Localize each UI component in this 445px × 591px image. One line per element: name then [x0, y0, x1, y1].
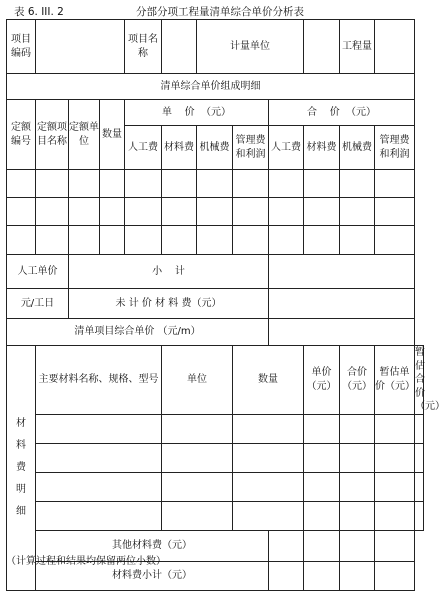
- table-number: 表 6. III. 2: [14, 6, 64, 18]
- col-amount: 数量: [100, 100, 125, 170]
- material-subtotal-est-total[interactable]: [375, 561, 415, 590]
- material-subtotal-total[interactable]: [304, 561, 340, 590]
- composite-unit-price-label: 清单项目综合单价 （元/m）: [7, 319, 269, 346]
- header-row: [7, 20, 424, 74]
- item-name-value[interactable]: [162, 20, 197, 74]
- unit-price-group-header: 单 价 （元）: [125, 100, 269, 126]
- unit-label: 计量单位: [197, 20, 304, 74]
- footnote: （计算过程和结果均保留两位小数）: [6, 556, 166, 567]
- col-material-unit: 单位: [162, 346, 233, 415]
- material-header-row: [7, 346, 424, 415]
- item-name-label: 项目名称: [125, 20, 162, 74]
- unit-value[interactable]: [304, 20, 340, 74]
- subtotal-label: 小 计: [69, 255, 269, 289]
- material-row[interactable]: [7, 472, 424, 501]
- material-subtotal-est-unit[interactable]: [340, 561, 375, 590]
- composite-price-row: [7, 319, 424, 346]
- labor-unit-price-label: 人工单价: [7, 255, 69, 289]
- section-title: 清单综合单价组成明细: [7, 74, 415, 100]
- col-unit-labor: 人工费: [125, 126, 162, 170]
- col-material-total-price: 合价（元）: [340, 346, 375, 415]
- per-workday-label: 元/工日: [7, 289, 69, 319]
- table-row[interactable]: [7, 226, 424, 255]
- other-material-value[interactable]: [269, 530, 304, 561]
- col-total-machine: 机械费: [340, 126, 375, 170]
- col-est-unit-price: 暂估单价（元）: [375, 346, 415, 415]
- section-title-row: [7, 74, 424, 100]
- unit-price-analysis-table: [6, 19, 445, 591]
- quantity-label: 工程量: [340, 20, 375, 74]
- col-total-material: 材料费: [304, 126, 340, 170]
- other-material-total[interactable]: [304, 530, 340, 561]
- subtotal-row: [7, 255, 424, 289]
- col-material-unit-price: 单价（元）: [304, 346, 340, 415]
- composite-unit-price-value[interactable]: [269, 319, 415, 346]
- material-row[interactable]: [7, 443, 424, 472]
- table-caption: [0, 2, 430, 18]
- material-row[interactable]: [7, 414, 424, 443]
- table-row[interactable]: [7, 198, 424, 226]
- col-unit-mgmt-profit: 管理费和利润: [233, 126, 269, 170]
- subtotal-value[interactable]: [269, 255, 415, 289]
- quantity-value[interactable]: [375, 20, 415, 74]
- item-code-value[interactable]: [36, 20, 125, 74]
- unpriced-material-value[interactable]: [269, 289, 415, 319]
- table-row[interactable]: [7, 170, 424, 198]
- other-material-est-total[interactable]: [375, 530, 415, 561]
- material-row[interactable]: [7, 501, 424, 530]
- col-est-total-price: 暂估合价（元）: [415, 347, 445, 412]
- material-detail-side-label: 材料费明细: [7, 346, 36, 591]
- col-total-labor: 人工费: [269, 126, 304, 170]
- other-material-label: 其他材料费（元）: [36, 530, 269, 561]
- col-quota-name: 定额项目名称: [36, 100, 69, 170]
- unpriced-material-label: 未 计 价 材 料 费（元）: [69, 289, 269, 319]
- col-unit-material: 材料费: [162, 126, 197, 170]
- unpriced-material-row: [7, 289, 424, 319]
- material-subtotal-label: 材料费小计（元）: [36, 561, 269, 590]
- col-main-material: 主要材料名称、规格、型号: [36, 346, 162, 415]
- table-title: 分部分项工程量清单综合单价分析表: [136, 6, 304, 18]
- col-total-mgmt-profit: 管理费和利润: [375, 126, 415, 170]
- other-material-est-unit[interactable]: [340, 530, 375, 561]
- column-header-row-1: [7, 100, 424, 126]
- col-unit-machine: 机械费: [197, 126, 233, 170]
- col-material-quantity: 数量: [233, 346, 304, 415]
- col-quota-unit: 定额单位: [69, 100, 100, 170]
- total-price-group-header: 合 价 （元）: [269, 100, 415, 126]
- item-code-label: 项目编码: [7, 20, 36, 74]
- col-quota-no: 定额编号: [7, 100, 36, 170]
- material-subtotal-value[interactable]: [269, 561, 304, 590]
